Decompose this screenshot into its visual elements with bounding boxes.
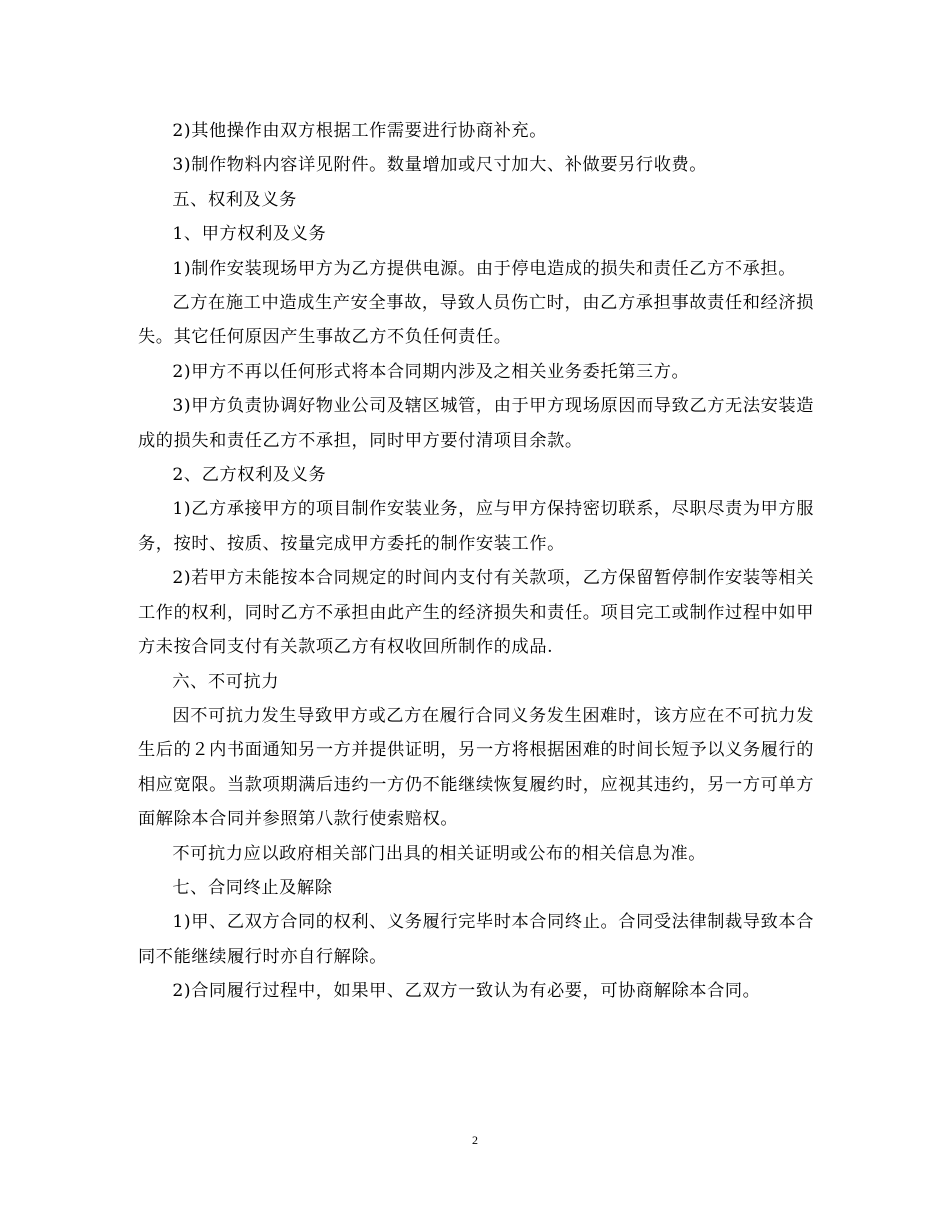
document-body [138, 114, 814, 1009]
paragraph: 乙方在施工中造成生产安全事故，导致人员伤亡时，由乙方承担事故责任和经济损失。其它任何原因产生事故乙方不负任何责任。 [138, 293, 814, 348]
subsection-heading: 2、乙方权利及义务 [172, 465, 327, 486]
paragraph: 3)制作物料内容详见附件。数量增加或尺寸加大、补做要另行收费。 [172, 155, 708, 176]
paragraph: 不可抗力应以政府相关部门出具的相关证明或公布的相关信息为准。 [172, 843, 707, 864]
subsection-heading: 1、甲方权利及义务 [172, 224, 327, 245]
paragraph: 2)若甲方未能按本合同规定的时间内支付有关款项，乙方保留暂停制作安装等相关工作的权利，同时乙方不承担由此产生的经济损失和责任。项目完工或制作过程中如甲方未按合同支付有关款项乙方有权收回所制作的成品. [138, 568, 814, 658]
paragraph: 3)甲方负责协调好物业公司及辖区城管，由于甲方现场原因而导致乙方无法安装造成的损失和责任乙方不承担，同时甲方要付清项目余款。 [138, 396, 814, 451]
paragraph: 因不可抗力发生导致甲方或乙方在履行合同义务发生困难时，该方应在不可抗力发生后的２内书面通知另一方并提供证明，另一方将根据困难的时间长短予以义务履行的相应宽限。当款项期满后违约一方仍不能继续恢复履约时，应视其违约，另一方可单方面解除本合同并参照第八款行使索赔权。 [138, 705, 814, 830]
page-number: 2 [472, 1133, 478, 1147]
paragraph: 2)甲方不再以任何形式将本合同期内涉及之相关业务委托第三方。 [172, 361, 690, 382]
paragraph: 1)制作安装现场甲方为乙方提供电源。由于停电造成的损失和责任乙方不承担。 [172, 258, 797, 279]
paragraph: 2)合同履行过程中，如果甲、乙双方一致认为有必要，可协商解除本合同。 [172, 981, 761, 1002]
section-heading: 六、不可抗力 [172, 671, 280, 692]
section-heading: 七、合同终止及解除 [172, 877, 333, 898]
paragraph: 1)乙方承接甲方的项目制作安装业务，应与甲方保持密切联系，尽职尽责为甲方服务，按时、按质、按量完成甲方委托的制作安装工作。 [138, 499, 814, 554]
section-heading: 五、权利及义务 [172, 189, 297, 210]
paragraph: 2)其他操作由双方根据工作需要进行协商补充。 [172, 121, 547, 141]
paragraph: 1)甲、乙双方合同的权利、义务履行完毕时本合同终止。合同受法律制裁导致本合同不能继续履行时亦自行解除。 [138, 912, 814, 967]
